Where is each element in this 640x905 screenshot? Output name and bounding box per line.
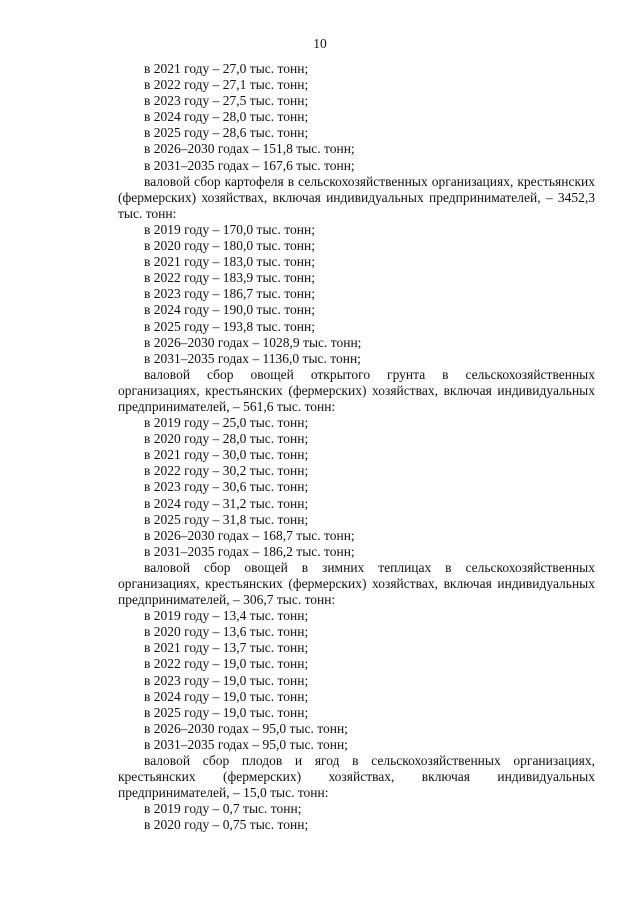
list-fruits bbox=[118, 801, 595, 833]
list-item: в 2023 году – 30,6 тыс. тонн; bbox=[144, 479, 309, 495]
list-item: в 2026–2030 годах – 95,0 тыс. тонн; bbox=[144, 720, 348, 736]
list-item: в 2019 году – 13,4 тыс. тонн; bbox=[144, 608, 309, 624]
list-item: в 2022 году – 27,1 тыс. тонн; bbox=[144, 77, 309, 93]
list-item: в 2019 году – 0,7 тыс. тонн; bbox=[144, 801, 302, 817]
paragraph-potato: валовой сбор картофеля в сельскохозяйственных организациях, крестьянских (фермерских) хозяйствах, включая индивидуальных предпринимателей, – 3452,3 тыс. тонн: bbox=[118, 173, 595, 221]
list-item: в 2026–2030 годах – 1028,9 тыс. тонн; bbox=[144, 334, 362, 350]
list-item: в 2031–2035 годах – 186,2 тыс. тонн; bbox=[144, 543, 355, 559]
list-item: в 2019 году – 25,0 тыс. тонн; bbox=[144, 415, 309, 431]
list-potato bbox=[118, 222, 595, 367]
list-item: в 2024 году – 28,0 тыс. тонн; bbox=[144, 109, 309, 125]
list-item: в 2021 году – 30,0 тыс. тонн; bbox=[144, 447, 309, 463]
list-item: в 2022 году – 30,2 тыс. тонн; bbox=[144, 463, 309, 479]
list-item: в 2023 году – 19,0 тыс. тонн; bbox=[144, 672, 309, 688]
list-item: в 2024 году – 19,0 тыс. тонн; bbox=[144, 688, 309, 704]
list-item: в 2020 году – 28,0 тыс. тонн; bbox=[144, 431, 309, 447]
list-a bbox=[118, 61, 595, 174]
paragraph-open-ground-vegetables: валовой сбор овощей открытого грунта в сельскохозяйственных организациях, крестьянских (фермерских) хозяйствах, включая индивидуальных предпринимателей, – 561,6 тыс. тонн: bbox=[118, 366, 595, 414]
list-item: в 2026–2030 годах – 151,8 тыс. тонн; bbox=[144, 141, 355, 157]
list-item: в 2025 году – 193,8 тыс. тонн; bbox=[144, 318, 315, 334]
list-item: в 2031–2035 годах – 1136,0 тыс. тонн; bbox=[144, 350, 361, 366]
list-greenhouse bbox=[118, 608, 595, 753]
list-item: в 2021 году – 13,7 тыс. тонн; bbox=[144, 640, 309, 656]
list-item: в 2021 году – 183,0 тыс. тонн; bbox=[144, 254, 315, 270]
list-item: в 2021 году – 27,0 тыс. тонн; bbox=[144, 61, 309, 76]
document-body bbox=[118, 61, 595, 834]
paragraph-fruits-berries: валовой сбор плодов и ягод в сельскохозяйственных организациях, крестьянских (фермерских) хозяйствах, включая индивидуальных предпринимателей, – 15,0 тыс. тонн: bbox=[118, 753, 595, 801]
list-item: в 2025 году – 31,8 тыс. тонн; bbox=[144, 511, 309, 527]
list-open-ground bbox=[118, 415, 595, 560]
list-item: в 2019 году – 170,0 тыс. тонн; bbox=[144, 221, 315, 237]
page-number: 10 bbox=[313, 36, 327, 51]
list-item: в 2023 году – 186,7 тыс. тонн; bbox=[144, 286, 315, 302]
list-item: в 2024 году – 190,0 тыс. тонн; bbox=[144, 302, 315, 318]
list-item: в 2023 году – 27,5 тыс. тонн; bbox=[144, 93, 309, 109]
list-item: в 2020 году – 180,0 тыс. тонн; bbox=[144, 238, 315, 254]
list-item: в 2025 году – 19,0 тыс. тонн; bbox=[144, 704, 309, 720]
list-item: в 2020 году – 0,75 тыс. тонн; bbox=[144, 817, 309, 833]
list-item: в 2025 году – 28,6 тыс. тонн; bbox=[144, 125, 309, 141]
list-item: в 2022 году – 19,0 тыс. тонн; bbox=[144, 656, 309, 672]
list-item: в 2022 году – 183,9 тыс. тонн; bbox=[144, 270, 315, 286]
list-item: в 2031–2035 годах – 167,6 тыс. тонн; bbox=[144, 157, 355, 173]
paragraph-greenhouse-vegetables: валовой сбор овощей в зимних теплицах в сельскохозяйственных организациях, крестьянских (фермерских) хозяйствах, включая индивидуальных предпринимателей, – 306,7 тыс. тонн: bbox=[118, 559, 595, 608]
list-item: в 2031–2035 годах – 95,0 тыс. тонн; bbox=[144, 736, 348, 752]
list-item: в 2020 году – 13,6 тыс. тонн; bbox=[144, 624, 309, 640]
list-item: в 2024 году – 31,2 тыс. тонн; bbox=[144, 495, 309, 511]
list-item: в 2026–2030 годах – 168,7 тыс. тонн; bbox=[144, 527, 355, 543]
